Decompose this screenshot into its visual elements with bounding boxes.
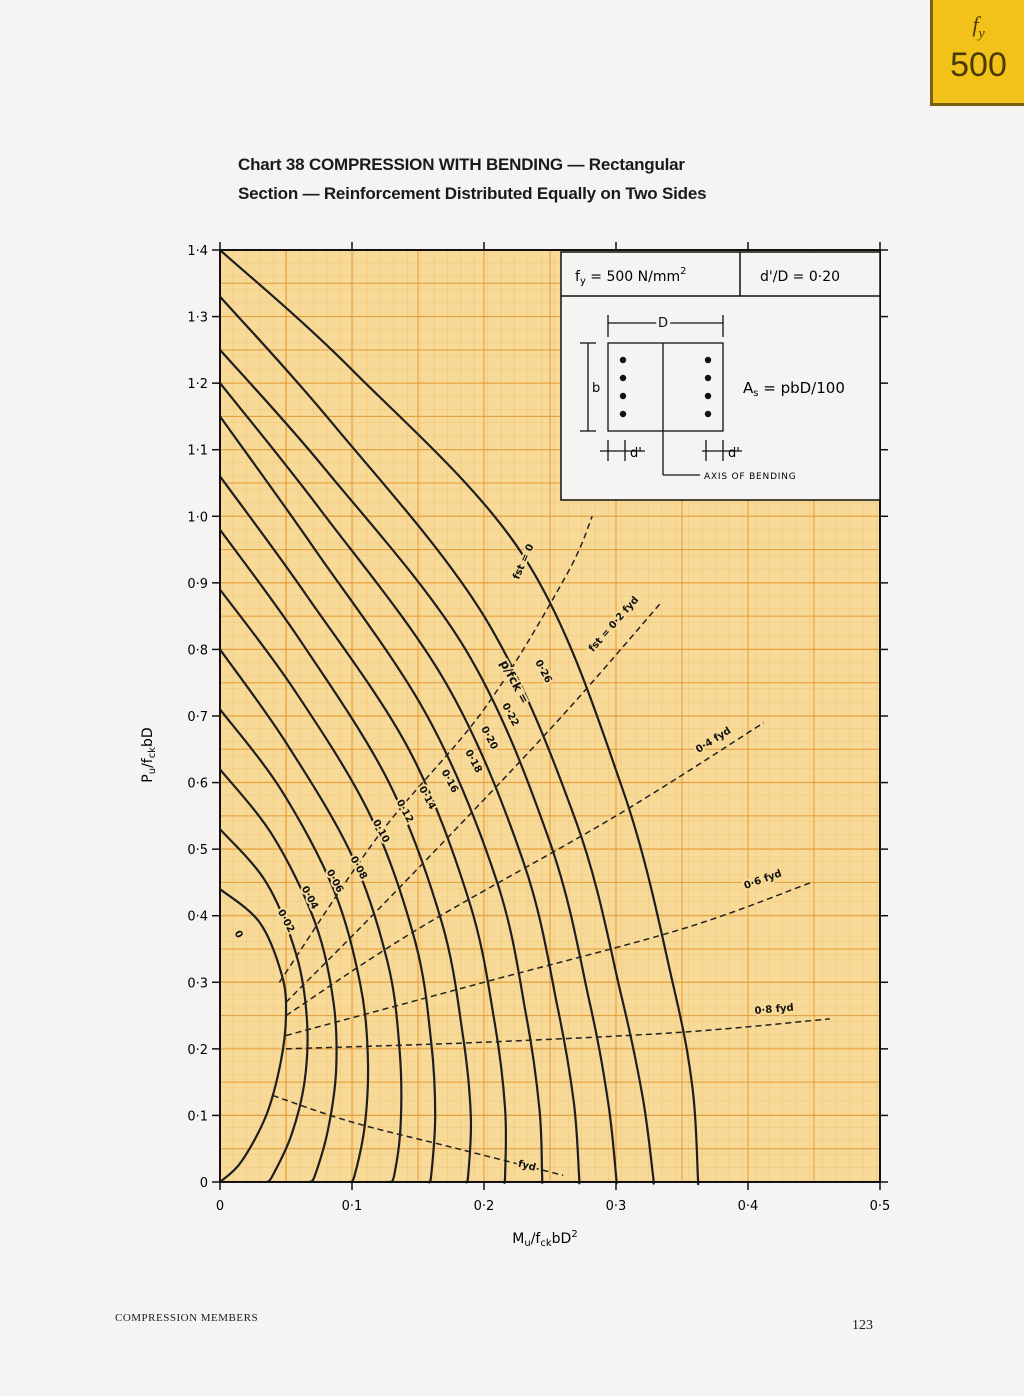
y-tick-label: 1·2 bbox=[187, 377, 208, 393]
curve-label: 0·14 bbox=[416, 784, 438, 812]
strain-line-label: fst = 0·2 fyd bbox=[587, 594, 642, 655]
strain-line-label: fyd bbox=[516, 1158, 537, 1174]
strain-line-label: 0·6 fyd bbox=[742, 868, 784, 892]
legend-fy: $f_y = 500$ $N/mm^2$ bbox=[575, 266, 687, 287]
x-tick-label: 0·4 bbox=[737, 1199, 759, 1214]
y-tick-label: 1·1 bbox=[187, 443, 208, 459]
curve-label: 0·02 bbox=[274, 907, 297, 935]
interaction-chart bbox=[130, 235, 910, 1255]
y-tick-label: 0 bbox=[199, 1176, 208, 1191]
x-tick-label: 0·2 bbox=[473, 1199, 495, 1214]
y-tick-label: 0·8 bbox=[187, 643, 208, 659]
strain-line-label: 0·4 fyd bbox=[694, 725, 734, 756]
y-tick-label: 0·2 bbox=[187, 1042, 208, 1058]
curve-label: 0·10 bbox=[369, 817, 392, 845]
y-tick-label: 0·4 bbox=[187, 909, 208, 925]
y-axis-label: $P_u/f_{ck}bD$ bbox=[140, 727, 158, 783]
curve-label: 0·22 bbox=[499, 701, 521, 729]
fy-tab-value: 500 bbox=[950, 46, 1007, 85]
y-tick-label: 0·7 bbox=[187, 710, 208, 725]
legend-ratio: d'/D = 0·20 bbox=[760, 269, 841, 285]
legend-axis-label: AXIS OF BENDING bbox=[704, 472, 797, 482]
curve-label: 0·06 bbox=[323, 867, 346, 895]
strain-line-label: fst = 0 bbox=[511, 542, 537, 582]
y-tick-label: 1·0 bbox=[187, 510, 208, 526]
legend-dim-b: b bbox=[592, 381, 601, 396]
page-number: 123 bbox=[852, 1318, 873, 1333]
fy-grade-tab bbox=[930, 0, 1024, 106]
y-tick-label: 0·1 bbox=[187, 1109, 208, 1125]
legend-dim-D: D bbox=[658, 316, 669, 331]
curve-label: 0 bbox=[231, 928, 245, 941]
x-tick-label: 0·3 bbox=[605, 1199, 627, 1214]
chart-title-line-1: Chart 38 COMPRESSION WITH BENDING — Rectangular bbox=[238, 155, 685, 174]
y-tick-label: 0·9 bbox=[187, 576, 208, 592]
legend-dim-d1: d' bbox=[630, 446, 642, 461]
legend-as-formula: $A_s = pbD/100$ bbox=[743, 379, 845, 399]
x-tick-label: 0·1 bbox=[341, 1199, 363, 1214]
y-tick-label: 1·4 bbox=[187, 244, 208, 259]
x-axis-label: $M_u/f_{ck}bD^2$ bbox=[512, 1229, 578, 1249]
x-tick-label: 0 bbox=[215, 1199, 225, 1214]
curve-label: 0·08 bbox=[347, 854, 369, 882]
chart-title-line-2: Section — Reinforcement Distributed Equally on Two Sides bbox=[238, 184, 707, 203]
strain-line-label: 0·8 fyd bbox=[754, 1002, 795, 1017]
curve-label: 0·04 bbox=[298, 884, 320, 912]
curve-label: 0·26 bbox=[532, 658, 554, 686]
x-tick-label: 0·5 bbox=[869, 1199, 891, 1214]
legend-box bbox=[561, 252, 880, 500]
curve-label: 0·20 bbox=[478, 724, 500, 752]
footer-section-name: COMPRESSION MEMBERS bbox=[115, 1312, 259, 1324]
y-tick-label: 0·5 bbox=[187, 843, 208, 859]
curve-label: 0·18 bbox=[462, 747, 484, 775]
curve-label: 0·12 bbox=[393, 797, 416, 825]
y-tick-label: 0·3 bbox=[187, 976, 208, 992]
legend-dim-d2: d' bbox=[728, 446, 740, 461]
curve-family-label: p/fck = bbox=[497, 657, 532, 707]
y-tick-label: 0·6 bbox=[187, 776, 208, 792]
chart-title bbox=[238, 150, 798, 208]
fy-tab-label: $f_y$ bbox=[972, 12, 985, 42]
y-tick-label: 1·3 bbox=[187, 310, 208, 326]
curve-label: 0·16 bbox=[438, 767, 460, 795]
